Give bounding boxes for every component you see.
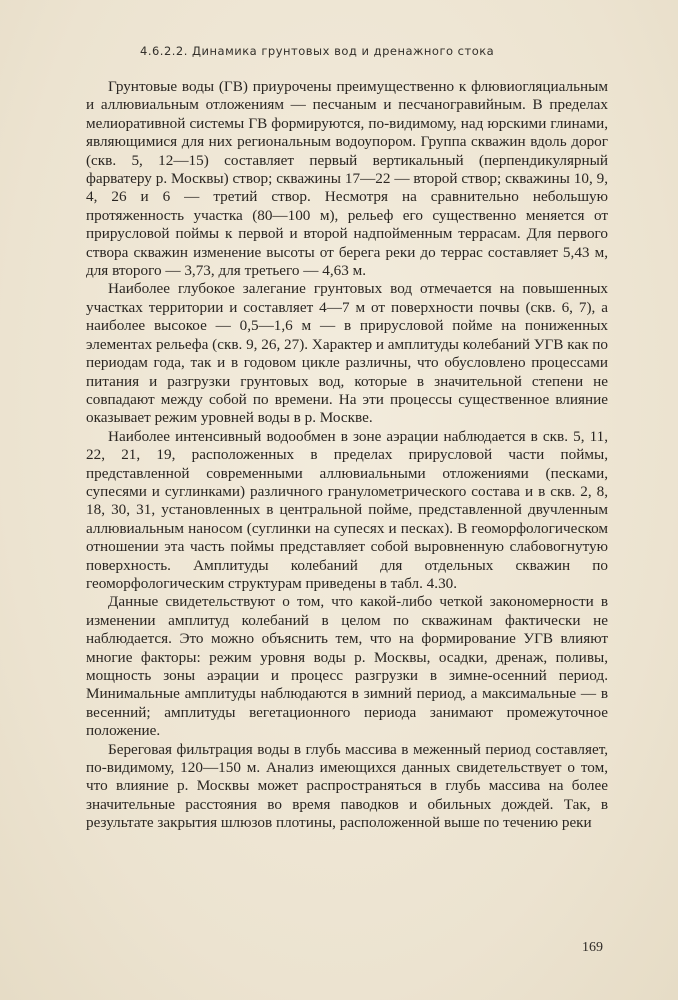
paragraph: Наиболее интенсивный водообмен в зоне аэрации наблюдается в скв. 5, 11, 22, 21, 19, расположенных в пределах прирусловой части поймы, представленной современными аллювиальными отложениями (песками, супесями и суглинками) различного гранулометрического состава и в скв. 2, 8, 18, 30, 31, установленных в центральной пойме, представленной двучленным аллювиальным наносом (суглинки на супесях и песках). В геоморфологическом отношении эта часть поймы представляет собой выровненную слабовогнутую поверхность. Амплитуды колебаний для отдельных скважин по геоморфологическим структурам приведены в табл. 4.30. — [86, 427, 608, 592]
page-number: 169 — [582, 940, 603, 955]
paragraph: Береговая фильтрация воды в глубь массива в меженный период составляет, по-видимому, 120—150 м. Анализ имеющихся данных свидетельствует о том, что влияние р. Москвы может распространяться в глубь массива на более значительные расстояния во время паводков и обильных дождей. Так, в результате закрытия шлюзов плотины, расположенной выше по течению реки — [86, 740, 608, 832]
paragraph: Наиболее глубокое залегание грунтовых вод отмечается на повышенных участках территории и составляет 4—7 м от поверхности почвы (скв. 6, 7), а наиболее высокое — 0,5—1,6 м — в прирусловой пойме на пониженных элементах рельефа (скв. 9, 26, 27). Характер и амплитуды колебаний УГВ как по периодам года, так и в годовом цикле различны, что обусловлено процессами питания и разгрузки грунтовых вод, которые в значительной степени не совпадают между собой по времени. На эти процессы существенное влияние оказывает режим уровней воды в р. Москве. — [86, 280, 609, 427]
section-heading: 4.6.2.2. Динамика грунтовых вод и дренажного стока — [140, 44, 495, 58]
paragraph: Грунтовые воды (ГВ) приурочены преимущественно к флювиогляциальным и аллювиальным отложениям — песчаным и песчаногравийным. В пределах мелиоративной системы ГВ формируются, по-видимому, над юрскими глинами, являющимися для них региональным водоупором. Группа скважин вдоль дорог (скв. 5, 12—15) составляет первый вертикальный (перпендикулярный фарватеру р. Москвы) створ; скважины 17—22 — второй створ; скважины 10, 9, 4, 26 и 6 — третий створ. Несмотря на сравнительно небольшую протяженность участка (80—100 м), рельеф его существенно меняется от прирусловой поймы к первой и второй надпойменным террасам. Для первого створа скважин изменение высоты от берега реки до террас составляет 5,43 м, для второго — 3,73, для третьего — 4,63 м. — [86, 78, 608, 280]
paragraph: Данные свидетельствуют о том, что какой-либо четкой закономерности в изменении амплитуд колебаний в целом по скважинам фактически не наблюдается. Это можно объяснить тем, что на формирование УГВ влияют многие факторы: режим уровня воды р. Москвы, осадки, дренаж, поливы, мощность зоны аэрации и процесс разгрузки в зимне-осенний период. Минимальные амплитуды наблюдаются в зимний период, а максимальные — в весенний; амплитуды вегетационного периода занимают промежуточное положение. — [86, 593, 608, 740]
body-text — [86, 78, 608, 833]
